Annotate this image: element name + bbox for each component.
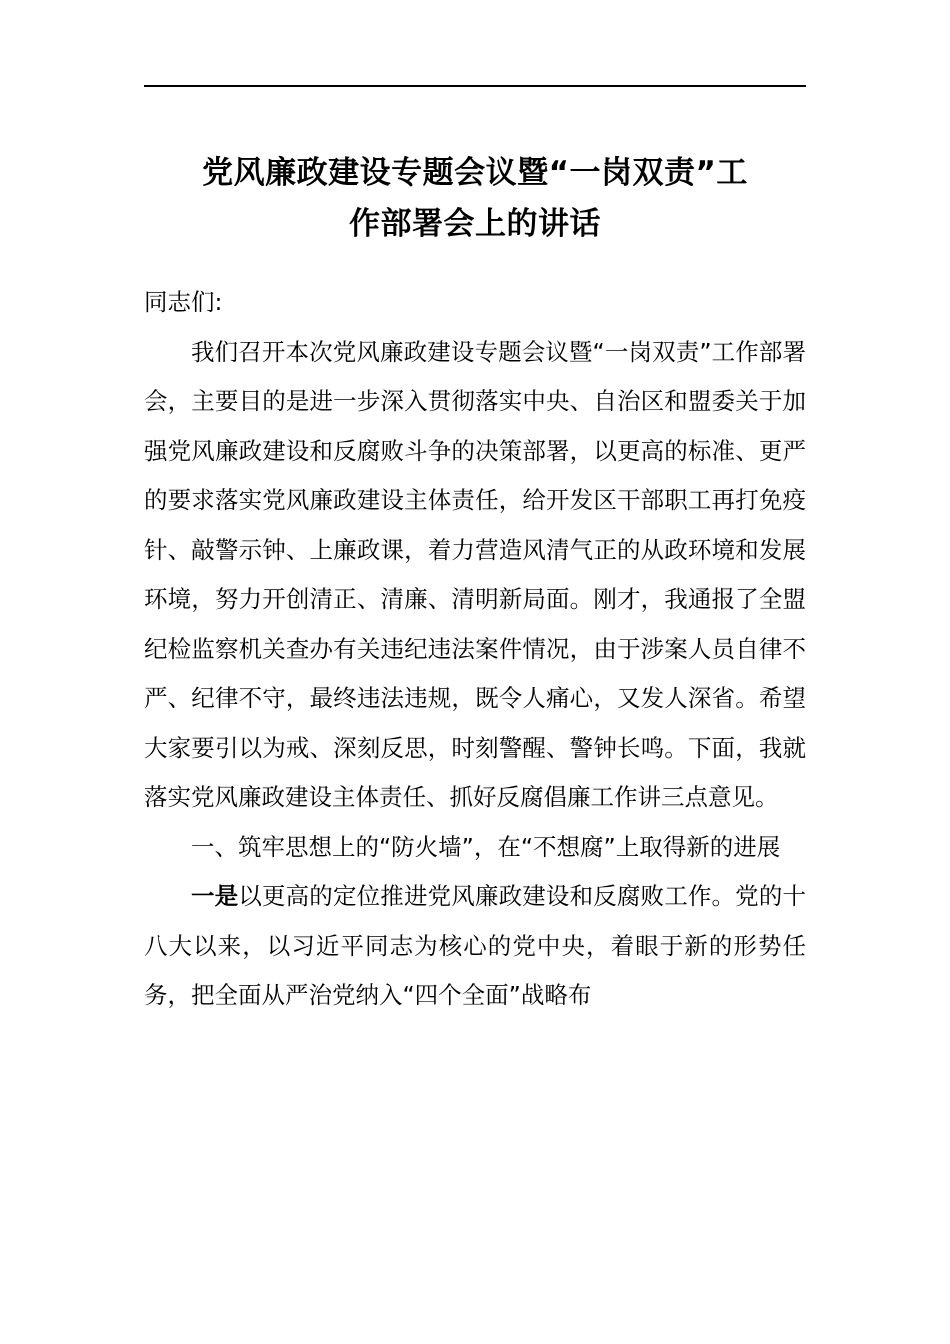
title-line-2: 作部署会上的讲话 [349,206,601,242]
paragraph-point-1 [144,872,806,1021]
paragraph-intro: 我们召开本次党风廉政建设专题会议暨“一岗双责”工作部署会，主要目的是进一步深入贯彻落实中央、自治区和盟委关于加强党风廉政建设和反腐败斗争的决策部署，以更高的标准、更严的要求落实党风廉政建设主体责任，给开发区干部职工再打免疫针、敲警示钟、上廉政课，着力营造风清气正的从政环境和发展环境，努力开创清正、清廉、清明新局面。刚才，我通报了全盟纪检监察机关查办有关违纪违法案件情况，由于涉案人员自律不严、纪律不守，最终违法违规，既令人痛心，又发人深省。希望大家要引以为戒、深刻反思，时刻警醒、警钟长鸣。下面，我就落实党风廉政建设主体责任、抓好反腐倡廉工作讲三点意见。 [144,337,806,811]
document-title [144,148,806,250]
point-text: 以更高的定位推进党风廉政建设和反腐败工作。党的十八大以来，以习近平同志为核心的党中央，着眼于新的形势任务，把全面从严治党纳入“四个全面”战略布 [144,882,807,1009]
document-body [144,278,806,1021]
salutation: 同志们: [144,288,223,316]
point-lead: 一是 [191,882,239,910]
section-heading-1: 一、筑牢思想上的“防火墙”，在“不想腐”上取得新的进展 [191,832,781,861]
title-line-1: 党风廉政建设专题会议暨“一岗双责”工 [202,155,748,191]
header-rule [144,85,806,87]
